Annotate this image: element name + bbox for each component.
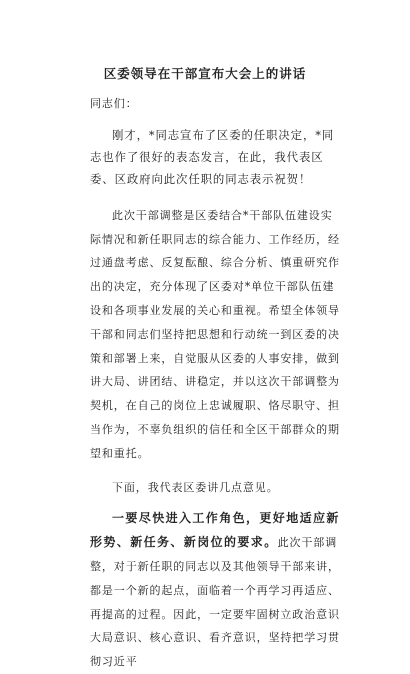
salutation: 同志们： xyxy=(90,97,138,110)
point-1-text: 此次干部调整，对于新任职的同志以及其他领导干部来讲，都是一个新的起点，面临着一个再学习再适应、再提高的过程。因此，一定要牢固树立政治意识大局意识、核心意识、看齐意识，坚持把学习贯彻习近平 xyxy=(90,536,340,669)
paragraph-3: 下面，我代表区委讲几点意见。 xyxy=(112,480,279,494)
paragraph-2: 此次干部调整是区委结合*干部队伍建设实际情况和新任职同志的综合能力、工作经历，经过通盘考虑、反复酝酿、综合分析、慎重研究作出的决定，充分体现了区委对*单位干部队伍建设和各项事业发展的关心和重视。希望全体领导干部和同志们坚持把思想和行动统一到区委的决策和部署上来，自觉服从区委的人事安排，做到讲大局、讲团结、讲稳定，并以这次干部调整为契机，在自己的岗位上忠诚履职、恪尽职守、担当作为，不辜负组织的信任和全区干部群众的期望和重托。 xyxy=(90,208,340,460)
document-title: 区委领导在干部宣布大会上的讲话 xyxy=(103,66,307,81)
paragraph-4 xyxy=(90,507,342,674)
document-body xyxy=(90,92,342,674)
paragraph-1: 刚才，*同志宣布了区委的任职决定，*同志也作了很好的表态发言，在此，我代表区委、区政府向此次任职的同志表示祝贺！ xyxy=(90,127,335,186)
point-1-heading: 一要尽快进入工作角色，更好地适应新形势、新任务、新岗位的要求。 xyxy=(90,511,340,550)
